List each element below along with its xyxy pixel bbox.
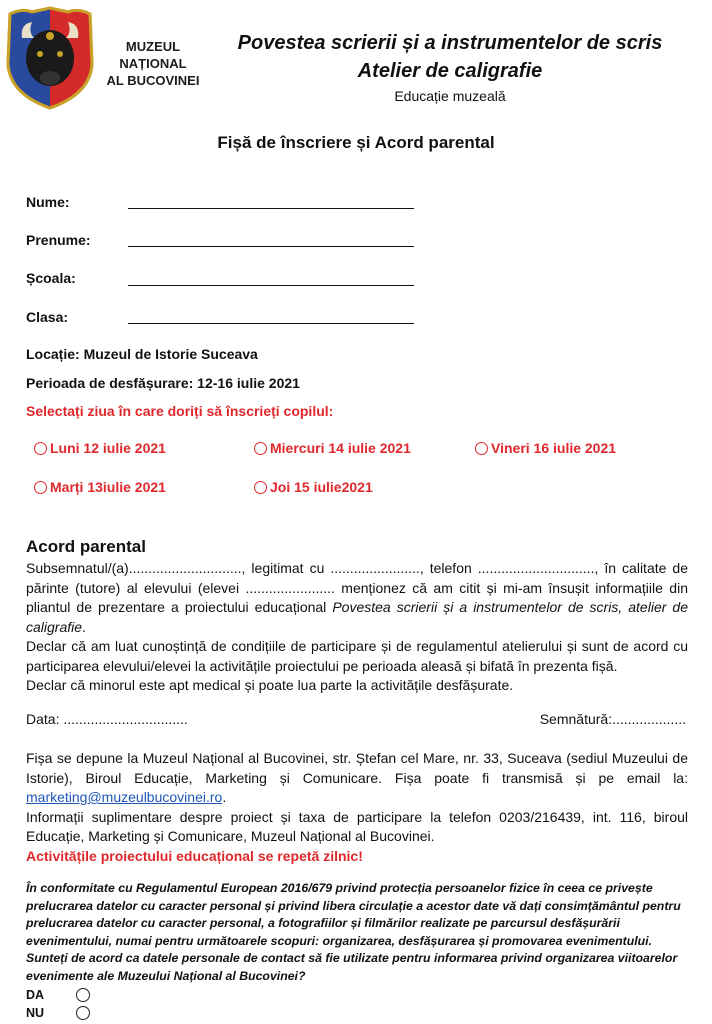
- submission-p1-end: .: [222, 789, 227, 805]
- field-line-scoala[interactable]: [128, 285, 414, 286]
- field-label-nume: Nume:: [26, 194, 70, 210]
- radio-icon[interactable]: [254, 481, 267, 494]
- radio-icon[interactable]: [34, 442, 47, 455]
- consent-paragraph-1: [26, 559, 688, 637]
- museum-name-line3: AL BUCOVINEI: [106, 73, 200, 88]
- location-info: Locație: Muzeul de Istorie Suceava: [26, 346, 258, 362]
- signature-field[interactable]: Semnătură:...................: [539, 711, 686, 727]
- field-line-nume[interactable]: [128, 208, 414, 209]
- gdpr-question: Sunteți de acord ca datele personale de contact să fie utilizate pentru informarea privind organizarea viitoarelor evenimente ale Muzeului Național al Bucovinei?: [26, 951, 678, 983]
- day-option-label: Vineri 16 iulie 2021: [491, 440, 617, 456]
- radio-icon[interactable]: [254, 442, 267, 455]
- field-label-scoala: Școala:: [26, 270, 76, 286]
- submission-paragraph-1: [26, 749, 688, 808]
- submission-text: [26, 749, 688, 866]
- period-info: Perioada de desfășurare: 12-16 iulie 2021: [26, 375, 300, 391]
- field-label-clasa: Clasa:: [26, 309, 69, 325]
- repeat-daily-note: Activitățile proiectului educațional se repetă zilnic!: [26, 847, 363, 864]
- day-option-joi[interactable]: [254, 479, 373, 495]
- form-title: Fișă de înscriere și Acord parental: [217, 133, 495, 152]
- consent-title: Acord parental: [26, 537, 146, 556]
- field-line-prenume[interactable]: [128, 246, 414, 247]
- day-option-label: Miercuri 14 iulie 2021: [270, 440, 411, 456]
- museum-logo: [2, 4, 98, 110]
- museum-name-line2: NAȚIONAL: [119, 56, 187, 71]
- day-option-vineri[interactable]: [475, 440, 616, 456]
- museum-name-line1: MUZEUL: [125, 39, 181, 54]
- day-option-label: Luni 12 iulie 2021: [50, 440, 166, 456]
- no-radio[interactable]: [76, 1006, 90, 1020]
- yes-radio[interactable]: [76, 988, 90, 1002]
- day-option-label: Marți 13iulie 2021: [50, 479, 166, 495]
- gdpr-paragraph: În conformitate cu Regulamentul European 2016/679 privind protecția persoanelor fizice în ceea ce privește prelucrarea datelor cu caracter personal și privind libera circulație a acestor date vă dați consimțământul pentru prelucrarea datelor cu caracter personal, a fotografiilor și filmărilor realizate pe parcursul desfășurării evenimentului, numai pentru următoarele scopuri: organizarea, desfășurarea și promovarea evenimentului.: [26, 881, 681, 948]
- consent-paragraph-3: Declar că minorul este apt medical și poate lua parte la activitățile desfășurate.: [26, 677, 514, 693]
- consent-text: [26, 559, 688, 696]
- submission-p1-text: Fișa se depune la Muzeul Național al Bucovinei, str. Ștefan cel Mare, nr. 33, Suceava (sediul Muzeului de Istorie), Biroul Educație, Marketing și Comunicare. Fișa poate fi transmisă și pe email la:: [26, 750, 688, 786]
- day-option-luni[interactable]: [34, 440, 166, 456]
- select-day-prompt: Selectați ziua în care doriți să înscrieți copilul:: [26, 403, 334, 419]
- day-option-miercuri[interactable]: [254, 440, 411, 456]
- consent-paragraph-2: Declar că am luat cunoștință de condițiile de participare și de regulamentul atelierului și sunt de acord cu participarea elevului/elevei la activitățile proiectului pe perioada aleasă și bifată în prezenta fișă.: [26, 638, 688, 674]
- header-title: Povestea scrierii și a instrumentelor de scris: [237, 32, 663, 54]
- consent-p1-end: .: [82, 618, 86, 635]
- consent-p1-text: Subsemnatul/(a)............................., legitimat cu ......................., telefon .............................., în calitate de părinte (tutore) al elevului (elevei ....................... menționez că am citit și mi-am însușit informațiile din pliantul de prezentare a proiectului educațional: [26, 560, 688, 615]
- day-option-marti[interactable]: [34, 479, 166, 495]
- field-label-prenume: Prenume:: [26, 232, 91, 248]
- header-category: Educație muzeală: [394, 88, 506, 104]
- header-subtitle-italic: Atelier de caligrafie: [357, 60, 543, 82]
- submission-paragraph-2: Informații suplimentare despre proiect și taxa de participare la telefon 0203/216439, int. 116, biroul Educație, Marketing și Comunicare, Muzeul Național al Bucovinei.: [26, 808, 688, 844]
- yes-label: DA: [26, 988, 45, 1002]
- gdpr-text: [26, 880, 688, 986]
- day-option-label: Joi 15 iulie2021: [270, 479, 373, 495]
- project-name-italic: Povestea scrierii și a instrumentelor de scris, atelier de caligrafie: [26, 599, 689, 635]
- email-link[interactable]: marketing@muzeulbucovinei.ro: [26, 789, 223, 805]
- no-label: NU: [26, 1006, 45, 1020]
- date-field[interactable]: Data: ................................: [26, 711, 188, 727]
- radio-icon[interactable]: [475, 442, 488, 455]
- field-line-clasa[interactable]: [128, 323, 414, 324]
- radio-icon[interactable]: [34, 481, 47, 494]
- museum-name: [106, 38, 200, 89]
